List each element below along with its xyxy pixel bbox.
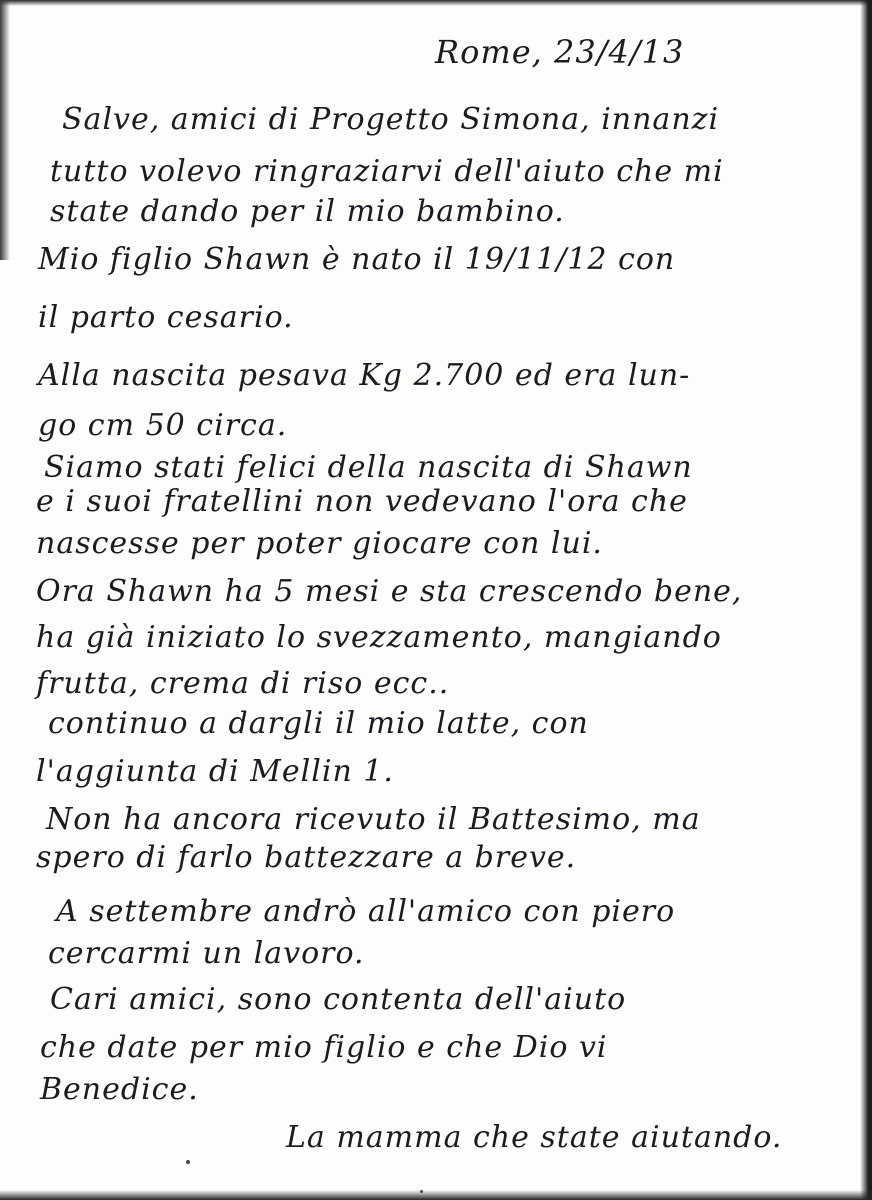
letter-line: state dando per il mio bambino. <box>50 194 565 229</box>
letter-signature: La mamma che state aiutando. <box>286 1120 783 1155</box>
letter-line: continuo a dargli il mio latte, con <box>48 706 589 741</box>
letter-line: il parto cesario. <box>38 300 294 335</box>
letter-line: Ora Shawn ha 5 mesi e sta crescendo bene, <box>36 574 743 609</box>
letter-line: che date per mio figlio e che Dio vi <box>40 1030 608 1065</box>
letter-line: Cari amici, sono contenta dell'aiuto <box>50 982 627 1017</box>
letter-line: spero di farlo battezzare a breve. <box>36 840 577 875</box>
letter-line: e i suoi fratellini non vedevano l'ora che <box>36 484 688 519</box>
letter-line: Mio figlio Shawn è nato il 19/11/12 con <box>38 242 676 277</box>
letter-line: tutto volevo ringraziarvi dell'aiuto che mi <box>50 154 724 189</box>
letter-line: Siamo stati felici della nascita di Shawn <box>44 450 693 485</box>
scan-edge-left <box>0 0 10 260</box>
letter-line: Alla nascita pesava Kg 2.700 ed era lun- <box>38 358 691 393</box>
letter-line: ha già iniziato lo svezzamento, mangiando <box>36 620 722 655</box>
letter-line: Non ha ancora ricevuto il Battesimo, ma <box>46 802 701 837</box>
scan-edge-bottom <box>0 1190 872 1200</box>
letter-line: Benedice. <box>40 1072 199 1107</box>
letter-line: Salve, amici di Progetto Simona, innanzi <box>62 102 720 137</box>
letter-line: cercarmi un lavoro. <box>48 936 365 971</box>
letter-line: A settembre andrò all'amico con piero <box>56 894 676 929</box>
scan-edge-right <box>860 0 872 1200</box>
letter-line: nascesse per poter giocare con lui. <box>36 526 603 561</box>
letter-line: go cm 50 circa. <box>38 408 288 443</box>
letter-date: Rome, 23/4/13 <box>435 33 685 71</box>
letter-line: frutta, crema di riso ecc.. <box>36 666 450 701</box>
scan-edge-top <box>0 0 872 6</box>
letter-line: l'aggiunta di Mellin 1. <box>36 754 394 789</box>
